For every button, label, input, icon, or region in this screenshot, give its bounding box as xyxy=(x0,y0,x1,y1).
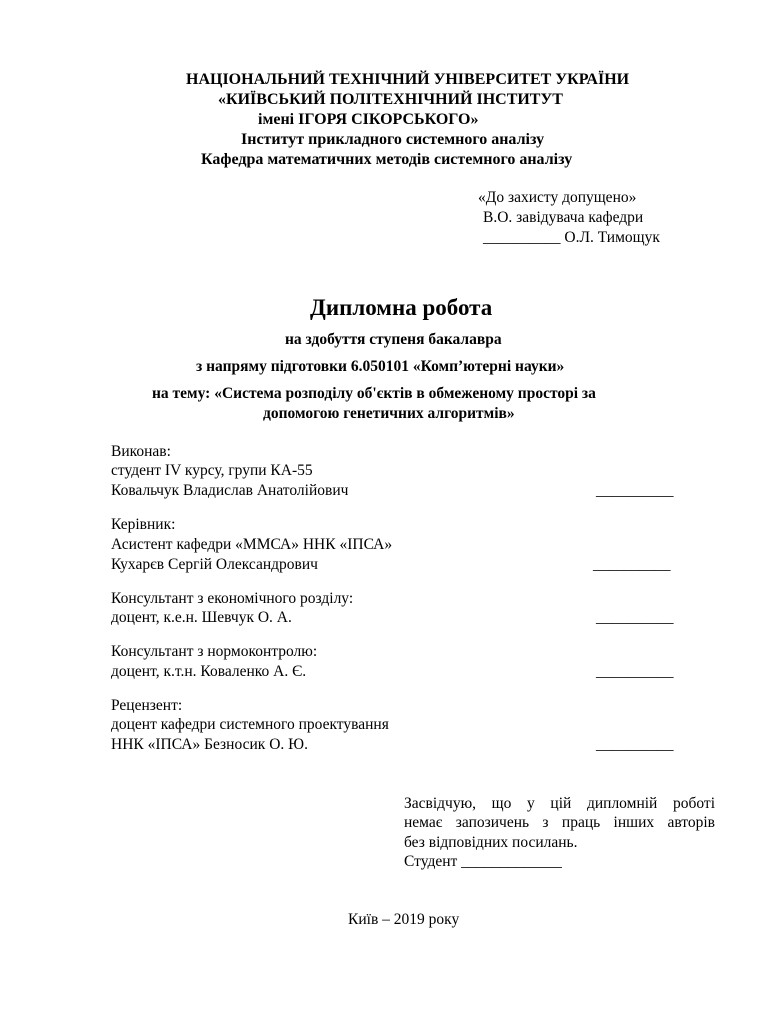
supervisor-position: Асистент кафедри «ММСА» ННК «ІПСА» xyxy=(111,536,393,553)
certification-line-1: Засвідчую, що у цій дипломній роботі xyxy=(404,795,715,812)
direction-line: з напряму підготовки 6.050101 «Комп’ютерні науки» xyxy=(196,358,565,375)
student-signature: Студент _____________ xyxy=(404,853,562,870)
document-title: Дипломна робота xyxy=(310,295,493,320)
topic-line-2: допомогою генетичних алгоритмів» xyxy=(263,405,515,422)
norm-consultant-signature: __________ xyxy=(596,663,674,680)
institute-name: «КИЇВСЬКИЙ ПОЛІТЕХНІЧНИЙ ІНСТИТУТ xyxy=(218,91,563,108)
norm-consultant-label: Консультант з нормоконтролю: xyxy=(111,643,318,660)
department-name: Кафедра математичних методів системного аналізу xyxy=(201,151,573,168)
supervisor-name: Кухарєв Сергій Олександрович xyxy=(111,556,318,573)
city-year: Київ – 2019 року xyxy=(348,911,460,928)
reviewer-name: ННК «ІПСА» Безносик О. Ю. xyxy=(111,736,308,753)
faculty-name: Інститут прикладного системного аналізу xyxy=(241,131,545,148)
institute-honorific: імені ІГОРЯ СІКОРСЬКОГО» xyxy=(258,111,479,128)
approval-signature: __________ О.Л. Тимощук xyxy=(483,229,660,246)
approval-position: В.О. завідувача кафедри xyxy=(483,209,644,226)
certification-line-3: без відповідних посилань. xyxy=(404,834,578,851)
executor-name: Ковальчук Владислав Анатолійович xyxy=(111,482,349,499)
approval-heading: «До захисту допущено» xyxy=(478,189,637,206)
certification-line-2: немає запозичень з праць інших авторів xyxy=(404,814,715,831)
supervisor-label: Керівник: xyxy=(111,516,176,533)
reviewer-signature: __________ xyxy=(596,736,674,753)
reviewer-label: Рецензент: xyxy=(111,697,183,714)
executor-group: студент IV курсу, групи КА-55 xyxy=(111,462,313,479)
degree-line: на здобуття ступеня бакалавра xyxy=(285,331,502,348)
university-name: НАЦІОНАЛЬНИЙ ТЕХНІЧНИЙ УНІВЕРСИТЕТ УКРАЇНИ xyxy=(186,71,630,88)
executor-signature: __________ xyxy=(596,482,674,499)
economic-consultant-signature: __________ xyxy=(596,609,674,626)
economic-consultant-label: Консультант з економічного розділу: xyxy=(111,590,354,607)
norm-consultant-name: доцент, к.т.н. Коваленко А. Є. xyxy=(111,663,307,680)
topic-line-1: на тему: «Система розподілу об'єктів в обмеженому просторі за xyxy=(152,385,596,402)
supervisor-signature: __________ xyxy=(593,556,671,573)
executor-label: Виконав: xyxy=(111,443,171,460)
economic-consultant-name: доцент, к.е.н. Шевчук О. А. xyxy=(111,609,292,626)
reviewer-position: доцент кафедри системного проектування xyxy=(111,716,389,733)
